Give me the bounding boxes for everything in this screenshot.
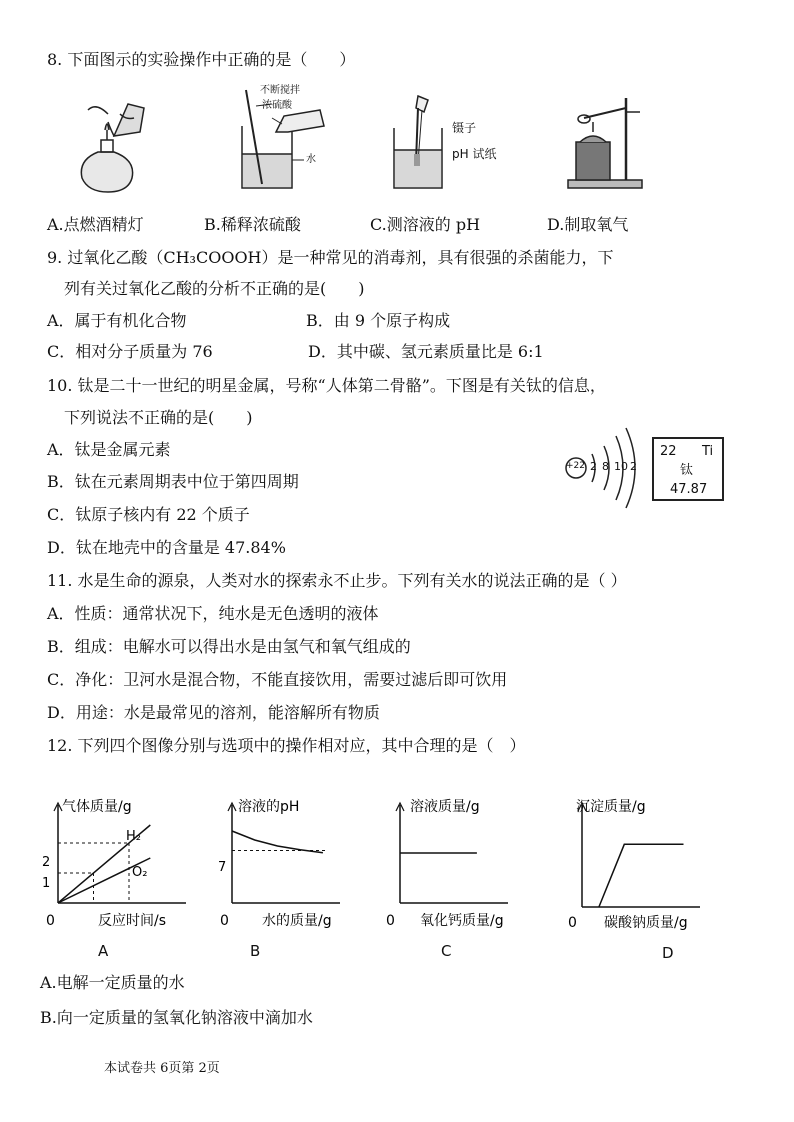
q12-option-b: B.向一定质量的氢氧化钠溶液中滴加水 — [40, 1008, 313, 1027]
chart-c-xlabel: 氧化钙质量/g — [420, 913, 504, 929]
chart-c-svg — [378, 795, 528, 935]
element-card-titanium — [652, 437, 724, 501]
chart-d-svg — [560, 795, 720, 935]
chart-d-series-line-0 — [599, 844, 684, 907]
q10-option-a: A．钛是金属元素 — [47, 440, 171, 459]
chart-a-ylabel: 气体质量/g — [62, 799, 132, 815]
fig-c-label-tweezers: 镊子 — [452, 121, 477, 135]
chart-c-panel-label: C — [441, 942, 452, 960]
q9-option-b: B．由 9 个原子构成 — [306, 311, 451, 330]
fig-b-label-acid: 浓硫酸 — [262, 100, 292, 111]
q10-option-d: D．钛在地壳中的含量是 47.84% — [47, 538, 286, 557]
q11-option-b: B．组成：电解水可以得出水是由氢气和氧气组成的 — [47, 637, 411, 656]
chart-b-origin: 0 — [220, 913, 229, 929]
alcohol-lamp-illustration — [68, 92, 148, 196]
chart-a-series-o2: O₂ — [132, 865, 148, 880]
element-atomic-number: 22 — [660, 444, 677, 459]
q10-stem-line2: 下列说法不正确的是( ) — [64, 408, 253, 427]
chart-b-series-line-0 — [232, 831, 323, 853]
chart-a-ytick-1: 1 — [42, 876, 51, 891]
element-symbol: Ti — [702, 444, 714, 459]
element-name: 钛 — [680, 463, 694, 478]
element-atomic-mass: 47.87 — [670, 482, 708, 497]
chart-b-ytick-7: 7 — [218, 860, 227, 875]
chart-a — [40, 795, 210, 935]
atom-shell-1: 2 — [590, 460, 597, 473]
chart-d-panel-label: D — [662, 944, 674, 962]
q11-option-c: C．净化：卫河水是混合物，不能直接饮用，需要过滤后即可饮用 — [47, 670, 508, 689]
q8-option-c: C.测溶液的 pH — [370, 215, 481, 234]
atom-nucleus: +22 — [566, 461, 585, 471]
chart-d — [560, 795, 720, 935]
fig-c-label-paper: pH 试纸 — [452, 147, 497, 161]
chart-d-origin: 0 — [568, 915, 577, 931]
chart-b-ylabel: 溶液的pH — [238, 799, 300, 815]
q11-option-a: A．性质：通常状况下，纯水是无色透明的液体 — [47, 604, 379, 623]
oxygen-apparatus-illustration — [566, 92, 646, 192]
chart-b-svg — [212, 795, 362, 935]
q10-option-c: C．钛原子核内有 22 个质子 — [47, 505, 250, 524]
q9-stem-line2: 列有关过氧化乙酸的分析不正确的是( ) — [64, 279, 365, 298]
chart-b — [212, 795, 362, 935]
chart-c — [378, 795, 528, 935]
chart-b-panel-label: B — [250, 942, 261, 960]
chart-c-origin: 0 — [386, 913, 395, 929]
chart-a-ytick-2: 2 — [42, 855, 51, 870]
chart-b-xlabel: 水的质量/g — [262, 913, 332, 929]
chart-a-origin: 0 — [46, 913, 55, 929]
q11-stem: 11. 水是生命的源泉，人类对水的探索永不止步。下列有关水的说法正确的是（ ） — [47, 571, 627, 590]
fig-b-label-water: 水 — [306, 154, 316, 165]
q9-stem-line1: 9. 过氧化乙酸（CH₃COOOH）是一种常见的消毒剂，具有很强的杀菌能力，下 — [47, 248, 614, 267]
chart-c-ylabel: 溶液质量/g — [410, 799, 480, 815]
q8-option-d: D.制取氧气 — [547, 215, 629, 234]
fig-b-label-stir: 不断搅拌 — [260, 85, 300, 96]
atom-shell-3: 10 — [614, 460, 628, 473]
chart-d-ylabel: 沉淀质量/g — [576, 799, 646, 815]
atom-shell-2: 8 — [602, 460, 609, 473]
q10-stem-line1: 10. 钛是二十一世纪的明星金属，号称“人体第二骨骼”。下图是有关钛的信息， — [47, 376, 606, 395]
q8-option-a: A.点燃酒精灯 — [47, 215, 144, 234]
q9-option-c: C．相对分子质量为 76 — [47, 342, 213, 361]
q11-option-d: D．用途：水是最常见的溶剂，能溶解所有物质 — [47, 703, 380, 722]
atom-shell-4: 2 — [630, 460, 637, 473]
q9-option-d: D．其中碳、氢元素质量比是 6:1 — [308, 342, 544, 361]
chart-a-xlabel: 反应时间/s — [98, 913, 167, 929]
q8-stem: 8. 下面图示的实验操作中正确的是（ ） — [47, 50, 356, 69]
q12-stem: 12. 下列四个图像分别与选项中的操作相对应，其中合理的是（ ） — [47, 736, 526, 755]
q9-option-a: A．属于有机化合物 — [47, 311, 187, 330]
q12-option-a: A.电解一定质量的水 — [40, 973, 185, 992]
ph-test-illustration — [388, 92, 448, 192]
q10-option-b: B．钛在元素周期表中位于第四周期 — [47, 472, 299, 491]
chart-d-xlabel: 碳酸钠质量/g — [604, 915, 688, 931]
chart-a-svg — [40, 795, 210, 935]
chart-a-series-h2: H₂ — [126, 829, 141, 844]
chart-a-panel-label: A — [98, 942, 109, 960]
page-footer: 本试卷共 6页第 2页 — [104, 1061, 220, 1076]
q8-option-b: B.稀释浓硫酸 — [204, 215, 301, 234]
